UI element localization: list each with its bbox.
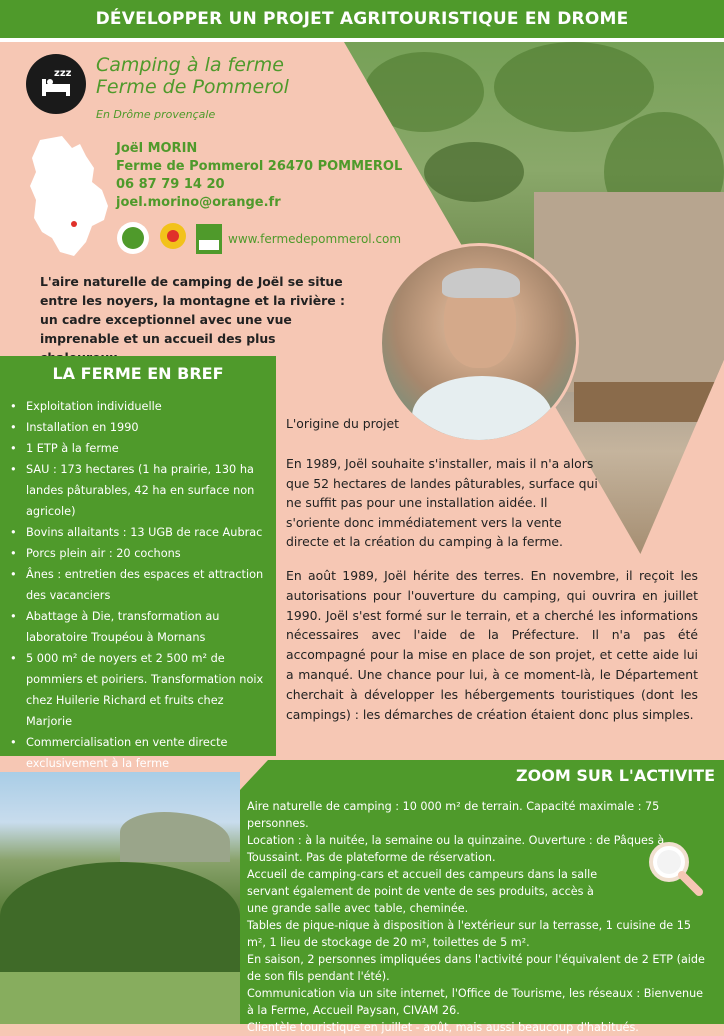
contact-name: Joël MORIN [116, 141, 198, 156]
website-link[interactable]: www.fermedepommerol.com [228, 232, 402, 246]
origine-title: L'origine du projet [286, 416, 399, 431]
list-item: • Exploitation individuelle [10, 396, 272, 417]
list-item: • Bovins allaitants : 13 UGB de race Aubrac [10, 522, 272, 543]
contact-address: Ferme de Pommerol 26470 POMMEROL [116, 159, 403, 174]
svg-text:zzz: zzz [54, 68, 72, 79]
brand-subtitle: En Drôme provençale [96, 108, 216, 121]
zoom-line: Communication via un site internet, l'Office de Tourisme, les réseaux : Bienvenue à la Ferme, Accueil Paysan, CIVAM 26. [247, 987, 704, 1017]
landscape-photo [0, 772, 240, 1024]
bref-list [10, 396, 272, 774]
list-item: • Abattage à Die, transformation au laboratoire Troupéou à Mornans [10, 606, 272, 648]
list-item: • Commercialisation en vente directe exclusivement à la ferme [10, 732, 272, 774]
partner-logos-icon [116, 218, 226, 258]
farmer-portrait [379, 243, 579, 443]
list-item: • Installation en 1990 [10, 417, 272, 438]
contact-email[interactable]: joel.morino@orange.fr [116, 195, 281, 210]
zoom-title: ZOOM SUR L'ACTIVITE [516, 766, 715, 785]
page-title: DÉVELOPPER UN PROJET AGRITOURISTIQUE EN DROME [95, 9, 629, 29]
sleep-bed-icon [26, 54, 86, 114]
header-divider [0, 38, 724, 42]
list-item: • SAU : 173 hectares (1 ha prairie, 130 ha landes pâturables, 42 ha en surface non agricole) [10, 459, 272, 522]
zoom-line: Aire naturelle de camping : 10 000 m² de terrain. Capacité maximale : 75 personnes. [247, 800, 660, 830]
magnifier-icon [645, 838, 705, 898]
list-item: • 1 ETP à la ferme [10, 438, 272, 459]
list-item: • Porcs plein air : 20 cochons [10, 543, 272, 564]
bref-title: LA FERME EN BREF [52, 364, 224, 383]
zoom-line: Accueil de camping-cars et accueil des campeurs dans la salle servant également de point de vente de ses produits, accès à une grande salle avec table, cheminée. [247, 868, 598, 915]
list-item: • Ânes : entretien des espaces et attraction des vacanciers [10, 564, 272, 606]
contact-phone[interactable]: 06 87 79 14 20 [116, 177, 225, 192]
zoom-line: En saison, 2 personnes impliquées dans l'activité pour l'équivalent de 2 ETP (aide de son fils pendant l'été). [247, 953, 705, 983]
list-item: • 5 000 m² de noyers et 2 500 m² de pommiers et poiriers. Transformation noix chez Huilerie Richard et fruits chez Marjorie [10, 648, 272, 732]
origine-paragraph-1: En 1989, Joël souhaite s'installer, mais il n'a alors que 52 hectares de landes pâturables, surface qui ne suffit pas pour une installation aidée. Il s'oriente donc immédiatement vers la vente directe et la création du camping à la ferme. [286, 456, 598, 549]
brand-title-line2: Ferme de Pommerol [96, 76, 289, 98]
intro-text: L'aire naturelle de camping de Joël se situe entre les noyers, la montagne et la rivière : un cadre exceptionnel avec une vue imprenable et un accueil des plus [40, 274, 345, 346]
ferme-en-bref-panel [0, 356, 276, 770]
zoom-line: Location : à la nuitée, la semaine ou la quinzaine. Ouverture : de Pâques à Toussaint. Pas de plateforme de réservation. [247, 834, 665, 864]
zoom-text [247, 798, 713, 1036]
origine-paragraph-2: En août 1989, Joël hérite des terres. En novembre, il reçoit les autorisations pour l'ouverture du camping, qui ouvrira en juillet 1990. Joël s'est formé sur le terrain, et a cherché les informations nécessaires avec l'aide de la Préfecture. Il n'a pas été accompagné pour la mise en place de son projet, et cette aide lui a manqué. Une chance pour lui, à ce moment-là, le Département cherchait à développer les hébergements touristiques (dont les campings) : les démarches de création étaient donc plus simples. [286, 568, 698, 722]
brand-title-line1: Camping à la ferme [96, 54, 284, 76]
zoom-line: Tables de pique-nique à disposition à l'extérieur sur la terrasse, 1 cuisine de 15 m², 1 lieu de stockage de 20 m², toilettes de 5 m². [247, 919, 691, 949]
brand-title [96, 54, 289, 98]
zoom-line: Clientèle touristique en juillet - août, mais aussi beaucoup d'habitués. [247, 1021, 639, 1034]
drome-map-icon [22, 134, 112, 262]
